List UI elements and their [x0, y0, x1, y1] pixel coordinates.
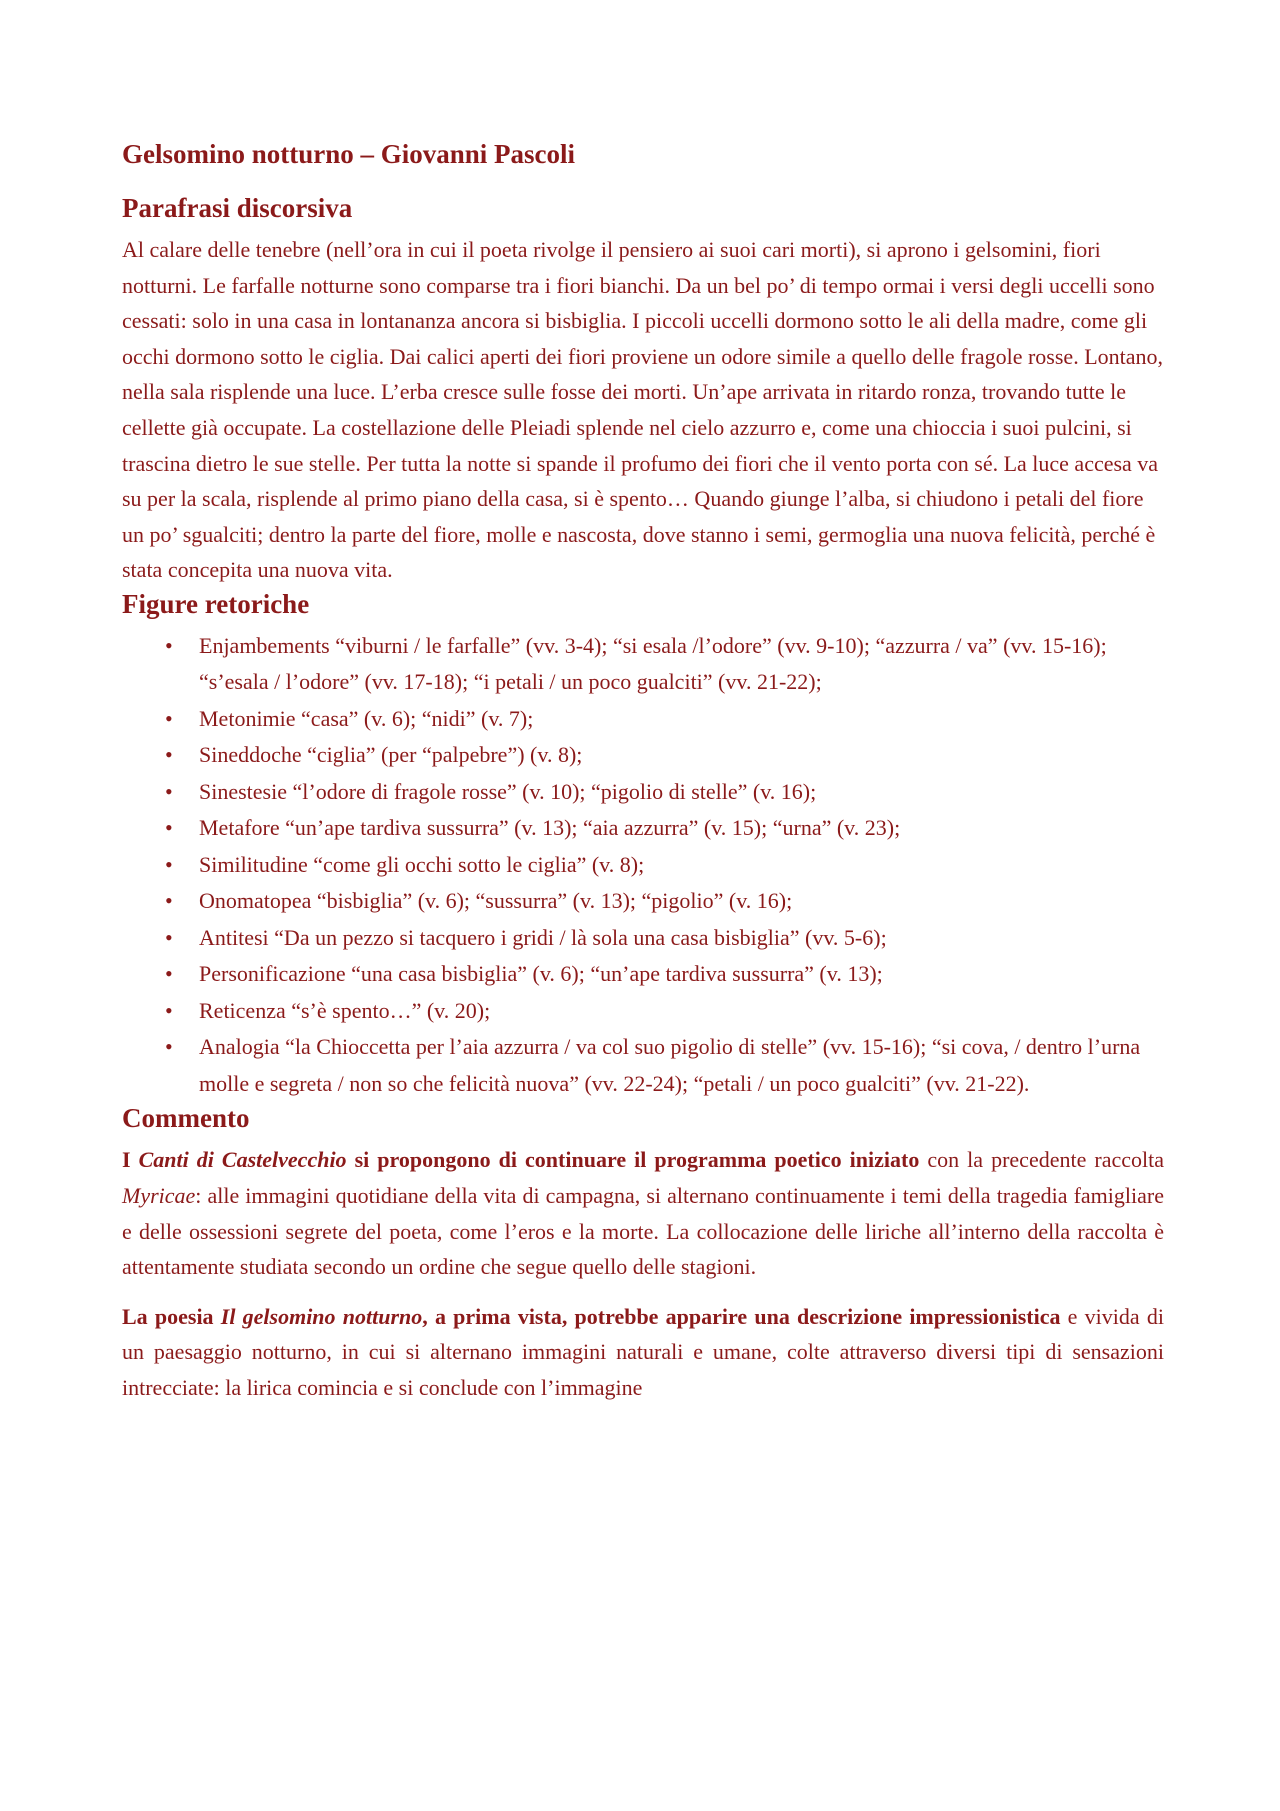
list-item-text: Reticenza “s’è spento…” (v. 20); [199, 997, 491, 1023]
list-item [122, 628, 1164, 701]
list-item-text: Antitesi “Da un pezzo si tacquero i gridi / là sola una casa bisbiglia” (vv. 5-6); [199, 924, 887, 950]
list-item [122, 920, 1164, 957]
italic-title: Il gelsomino notturno [220, 1303, 423, 1329]
figure-retoriche-heading: Figure retoriche [122, 588, 310, 619]
parafrasi-paragraph: Al calare delle tenebre (nell’ora in cui il poeta rivolge il pensiero ai suoi cari morti), si aprono i gelsomini, fiori notturni. Le farfalle notturne sono comparse tra i fiori bianchi. Da un bel po’ di tempo ormai i versi degli uccelli sono cessati: solo in una casa in lontananza ancora si bisbiglia. I piccoli uccelli dormono sotto le ali della madre, come gli occhi dormono sotto le ciglia. Dai calici aperti dei fiori proviene un odore simile a quello delle fragole rosse. Lontano, nella sala risplende una luce. L’erba cresce sulle fosse dei morti. Un’ape arrivata in ritardo ronza, trovando tutte le cellette già occupate. La costellazione delle Pleiadi splende nel cielo azzurro e, come una chioccia i suoi pulcini, si trascina dietro le sue stelle. Per tutta la notte si spande il profumo dei fiori che il vento porta con sé. La luce accesa va su per la scala, risplende al primo piano della casa, si è spento… Quando giunge l’alba, si chiudono i petali del fiore un po’ sgualciti; dentro la parte del fiore, molle e nascosta, dove stanno i semi, germoglia una nuova felicità, perché è stata concepita una nuova vita. [122, 237, 1164, 583]
bullet-icon: • [165, 1034, 173, 1060]
list-item [122, 810, 1164, 847]
bold-text: La poesia [122, 1303, 221, 1329]
bullet-icon: • [165, 888, 173, 914]
bullet-icon: • [165, 815, 173, 841]
italic-title: Canti di Castelvecchio [138, 1147, 347, 1173]
commento-paragraph-1 [122, 1142, 1164, 1284]
italic-title: Myricae [122, 1183, 196, 1209]
list-item-text: Analogia “la Chioccetta per l’aia azzurra / va col suo pigolio di stelle” (vv. 15-16); “si cova, / dentro l’urna molle e segreta / non so che felicità nuova” (vv. 22-24); “petali / un poco gualciti” (vv. 21-22). [199, 1034, 1141, 1096]
bullet-icon: • [165, 778, 173, 804]
commento-paragraph-2 [122, 1299, 1164, 1406]
bold-text: I [122, 1147, 139, 1173]
parafrasi-heading: Parafrasi discorsiva [122, 193, 353, 223]
list-item-text: Similitudine “come gli occhi sotto le ciglia” (v. 8); [199, 851, 645, 877]
bullet-icon: • [165, 997, 173, 1023]
figure-retoriche-list [122, 628, 1164, 1103]
list-item-text: Metafore “un’ape tardiva sussurra” (v. 13); “aia azzurra” (v. 15); “urna” (v. 23); [199, 815, 901, 841]
list-item [122, 993, 1164, 1030]
list-item-text: Personificazione “una casa bisbiglia” (v. 6); “un’ape tardiva sussurra” (v. 13); [199, 961, 883, 987]
list-item-text: Sinestesie “l’odore di fragole rosse” (v. 10); “pigolio di stelle” (v. 16); [199, 778, 817, 804]
list-item-text: Onomatopea “bisbiglia” (v. 6); “sussurra” (v. 13); “pigolio” (v. 16); [199, 888, 793, 914]
list-item [122, 883, 1164, 920]
bullet-icon: • [165, 924, 173, 950]
list-item-text: Enjambements “viburni / le farfalle” (vv. 3-4); “si esala /l’odore” (vv. 9-10); “azzurra / va” (vv. 15-16); “s’esala / l’odore” (vv. 17-18); “i petali / un poco gualciti” (vv. 21-22); [199, 632, 1107, 695]
paragraph-text: con la precedente raccolta [919, 1147, 1165, 1173]
list-item [122, 737, 1164, 774]
bold-text: si propongono di continuare il programma poetico iniziato [346, 1147, 920, 1173]
list-item [122, 956, 1164, 993]
document-page [122, 138, 1164, 1420]
list-item-text: Sineddoche “ciglia” (per “palpebre”) (v. 8); [199, 742, 583, 768]
list-item [122, 1029, 1164, 1102]
document-title: Gelsomino notturno – Giovanni Pascoli [122, 139, 576, 169]
list-item-text: Metonimie “casa” (v. 6); “nidi” (v. 7); [199, 705, 534, 731]
bullet-icon: • [165, 742, 173, 768]
commento-heading: Commento [122, 1103, 250, 1134]
bullet-icon: • [165, 851, 173, 877]
list-item [122, 774, 1164, 811]
paragraph-text: : alle immagini quotidiane della vita di campagna, si alternano continuamente i temi della tragedia famigliare e delle ossessioni segrete del poeta, come l’eros e la morte. La collocazione delle liriche all’interno della raccolta è attentamente studiata secondo un ordine che segue quello delle stagioni. [122, 1183, 1164, 1280]
list-item [122, 701, 1164, 738]
bullet-icon: • [165, 705, 173, 731]
list-item [122, 847, 1164, 884]
paragraph-text: e vivida di un paesaggio notturno, in cui si alternano immagini naturali e umane, colte attraverso diversi tipi di sensazioni intrecciate: la lirica comincia e si conclude con l’immagine [122, 1303, 1164, 1400]
bullet-icon: • [165, 961, 173, 987]
bullet-icon: • [165, 632, 173, 658]
bold-text: , a prima vista, potrebbe apparire una descrizione impressionistica [422, 1303, 1061, 1329]
